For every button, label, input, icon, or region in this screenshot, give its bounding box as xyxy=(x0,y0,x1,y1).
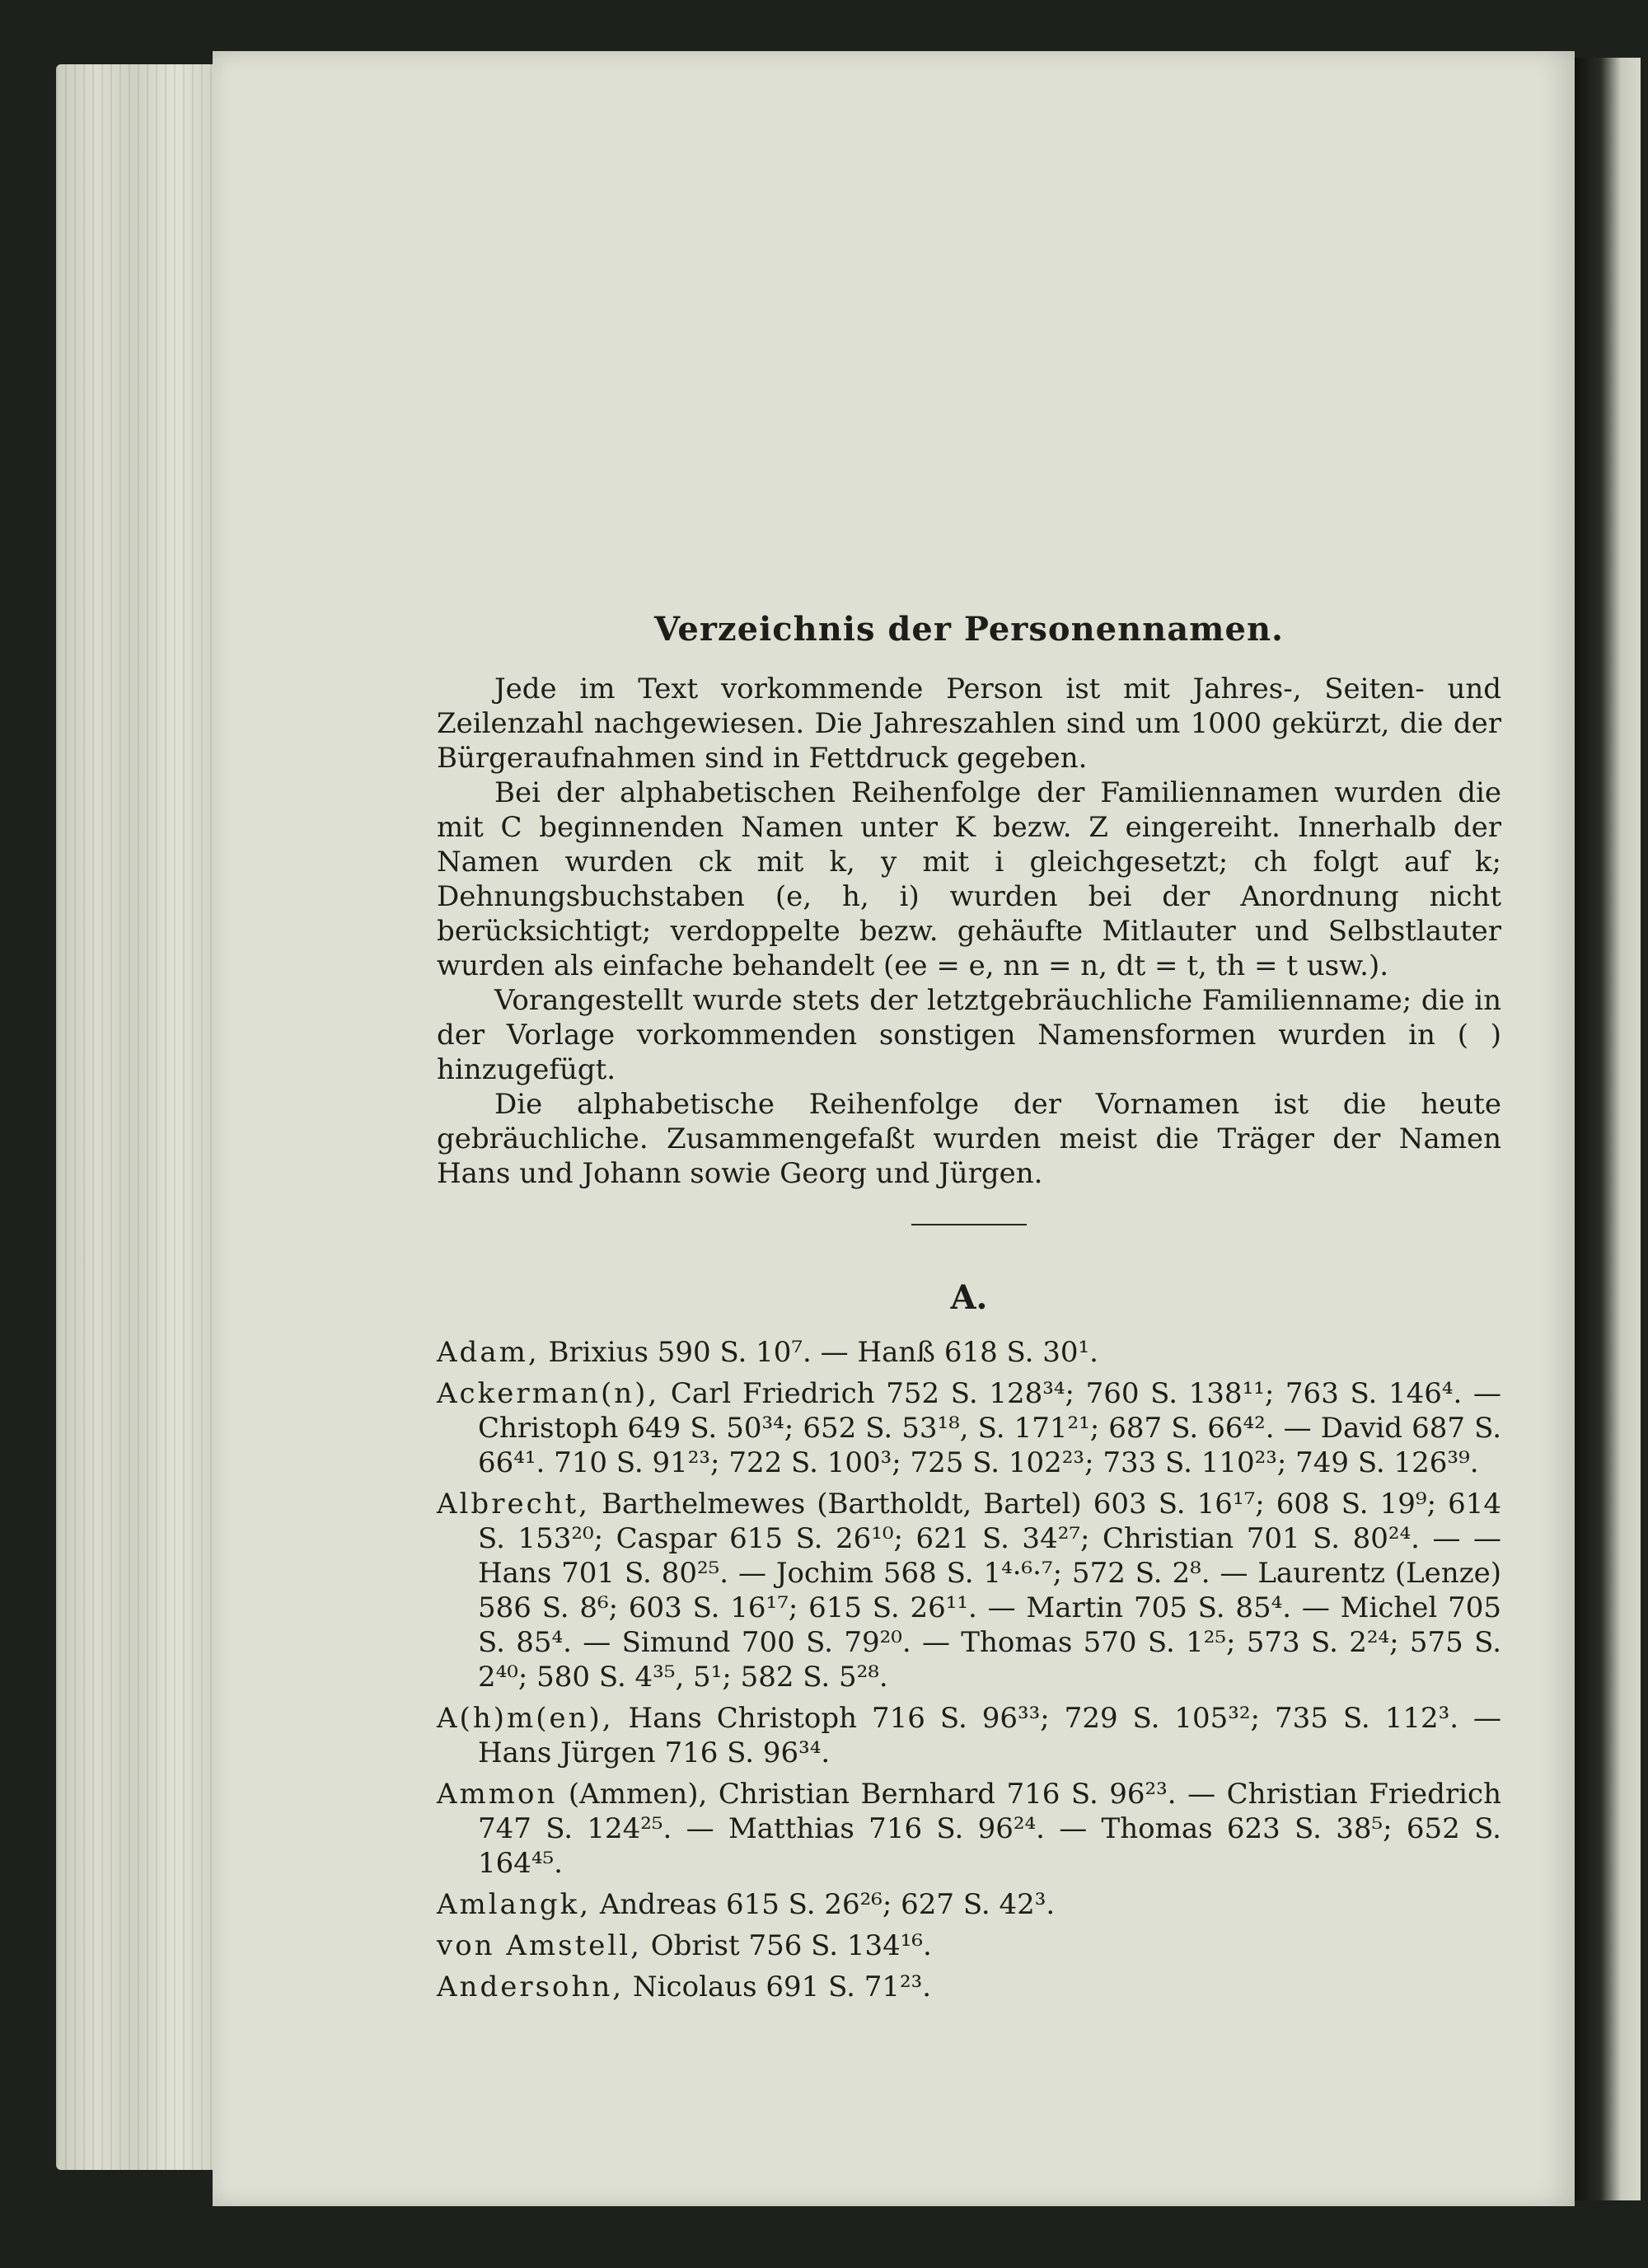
entry-text: Andreas 615 S. 26²⁶; 627 S. 42³. xyxy=(591,1888,1056,1921)
entry-surname: Albrecht, xyxy=(437,1488,590,1521)
entry-surname: A(h)m(en), xyxy=(437,1702,614,1735)
intro-paragraph: Vorangestellt wurde stets der letztgebräuchliche Familienname; die in der Vorlage vorkommenden sonstigen Namensformen wurden in ( ) hinzugefügt. xyxy=(437,984,1501,1086)
index-entry xyxy=(437,1970,1501,2004)
index-entry xyxy=(437,1887,1501,1922)
index-entry xyxy=(437,1487,1501,1694)
entry-text: Barthelmewes (Bartholdt, Bartel) 603 S. 16¹⁷; 608 S. 19⁹; 614 S. 153²⁰; Caspar 615 S. 26¹⁰; 621 S. 34²⁷; Christian 701 S. 80²⁴. — — Hans 701 S. 80²⁵. — Jochim 568 S. 1⁴·⁶·⁷; 572 S. 2⁸. — Laurentz (Lenze) 586 S. 8⁶; 603 S. 16¹⁷; 615 S. 26¹¹. — Martin 705 S. 85⁴. — Michel 705 S. 85⁴. — Simund 700 S. 79²⁰. — Thomas 570 S. 1²⁵; 573 S. 2²⁴; 575 S. 2⁴⁰; 580 S. 4³⁵, 5¹; 582 S. 5²⁸. xyxy=(478,1488,1501,1694)
entry-surname: Ammon xyxy=(437,1778,558,1811)
entry-surname: Amlangk, xyxy=(437,1888,592,1921)
section-divider xyxy=(911,1224,1027,1225)
entry-text: Hans Christoph 716 S. 96³³; 729 S. 105³²; 735 S. 112³. — Hans Jürgen 716 S. 96³⁴. xyxy=(478,1702,1501,1769)
page-heading: Verzeichnis der Personennamen. xyxy=(654,610,1284,649)
entry-surname: von Amstell, xyxy=(437,1929,642,1962)
entry-text: (Ammen), Christian Bernhard 716 S. 96²³. — Christian Friedrich 747 S. 124²⁵. — Matthias 716 S. 96²⁴. — Thomas 623 S. 38⁵; 652 S. 164⁴⁵. xyxy=(478,1778,1501,1880)
index-entry xyxy=(437,1777,1501,1881)
index-entry xyxy=(437,1928,1501,1963)
entry-surname: Adam, xyxy=(437,1336,540,1369)
name-index xyxy=(437,1335,1501,2004)
index-entry xyxy=(437,1701,1501,1770)
intro-paragraph: Die alphabetische Reihenfolge der Vornamen ist die heute gebräuchliche. Zusammengefaßt wurden meist die Träger der Namen Hans und Johann sowie Georg und Jürgen. xyxy=(437,1088,1501,1190)
intro-text xyxy=(437,672,1501,1191)
entry-text: Carl Friedrich 752 S. 128³⁴; 760 S. 138¹¹; 763 S. 146⁴. — Christoph 649 S. 50³⁴; 652 S. 53¹⁸, S. 171²¹; 687 S. 66⁴². — David 687 S. 66⁴¹. 710 S. 91²³; 722 S. 100³; 725 S. 102²³; 733 S. 110²³; 749 S. 126³⁹. xyxy=(478,1377,1501,1479)
entry-text: Nicolaus 691 S. 71²³. xyxy=(624,1970,932,2003)
entry-surname: Ackerman(n), xyxy=(437,1377,660,1410)
section-letter: A. xyxy=(950,1278,988,1317)
index-entry xyxy=(437,1335,1501,1370)
intro-paragraph: Jede im Text vorkommende Person ist mit Jahres-, Seiten- und Zeilenzahl nachgewiesen. Die Jahreszahlen sind um 1000 gekürzt, die der Bürgeraufnahmen sind in Fettdruck gegeben. xyxy=(437,672,1501,775)
index-entry xyxy=(437,1376,1501,1480)
book-right-edge xyxy=(1575,58,1641,2200)
page-content xyxy=(437,610,1501,2011)
entry-text: Obrist 756 S. 134¹⁶. xyxy=(641,1929,932,1962)
intro-paragraph: Bei der alphabetischen Reihenfolge der Familiennamen wurden die mit C beginnenden Namen unter K bezw. Z eingereiht. Innerhalb der Namen wurden ck mit k, y mit i gleichgesetzt; ch folgt auf k; Dehnungsbuchstaben (e, h, i) wurden bei der Anordnung nicht berücksichtigt; verdoppelte bezw. gehäufte Mitlauter und Selbstlauter wurden als einfache behandelt (ee = e, nn = n, dt = t, th = t usw.). xyxy=(437,776,1501,982)
entry-text: Brixius 590 S. 10⁷. — Hanß 618 S. 30¹. xyxy=(539,1336,1098,1369)
entry-surname: Andersohn, xyxy=(437,1970,625,2003)
